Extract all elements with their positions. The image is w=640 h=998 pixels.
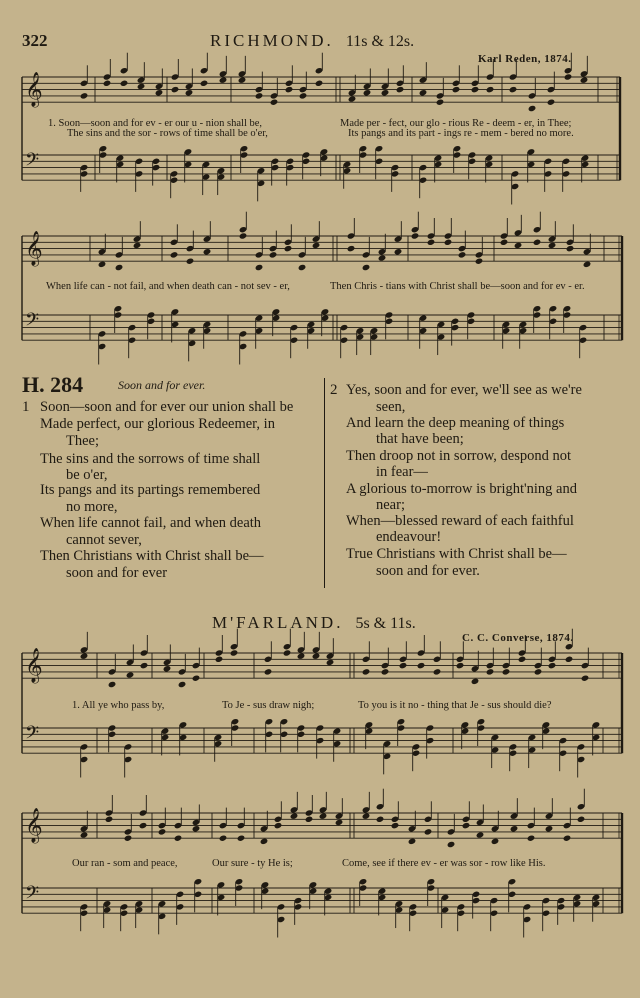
svg-text:𝄞: 𝄞 bbox=[25, 648, 43, 683]
verse-line: endeavour! bbox=[376, 529, 442, 545]
verse-line: soon and for ever bbox=[66, 565, 168, 581]
verse-line: seen, bbox=[376, 399, 406, 415]
verse-line: Made perfect, our glorious Redeemer, in bbox=[40, 416, 275, 432]
tune-composer: C. C. Converse, 1874. bbox=[462, 632, 574, 644]
lyric-line: To you is it no - thing that Je - sus should die? bbox=[358, 700, 552, 711]
verse-line: cannot sever, bbox=[66, 532, 142, 548]
tune-meter: 5s & 11s. bbox=[355, 615, 416, 632]
lyric-line: Made per - fect, our glo - rious Re - deem - er, in Thee; bbox=[340, 118, 572, 129]
svg-text:𝄢: 𝄢 bbox=[25, 150, 40, 175]
verse-line: Soon—soon and for ever our union shall be bbox=[40, 399, 294, 415]
svg-text:𝄢: 𝄢 bbox=[25, 310, 40, 335]
hymn-subtitle: Soon and for ever. bbox=[118, 378, 206, 392]
verse-line: The sins and the sorrows of time shall bbox=[40, 451, 261, 467]
lyric-line: Our sure - ty He is; bbox=[212, 858, 293, 869]
verse-line: in fear— bbox=[376, 464, 428, 480]
lyric-line: Come, see if there ev - er was sor - row like His. bbox=[342, 858, 546, 869]
verse-number: 2 bbox=[330, 382, 338, 398]
verse-line: soon and for ever. bbox=[376, 563, 480, 579]
verse-line: Then droop not in sorrow, despond not bbox=[346, 448, 571, 464]
svg-text:𝄢: 𝄢 bbox=[25, 723, 40, 748]
verse-line: True Christians with Christ shall be— bbox=[346, 546, 567, 562]
verse-line: Thee; bbox=[66, 433, 100, 449]
verse-number: 1 bbox=[22, 399, 30, 415]
tune-name: M'FARLAND. bbox=[212, 613, 344, 632]
verse-line: no more, bbox=[66, 499, 118, 515]
verse-line: that have been; bbox=[376, 431, 464, 447]
verse-line: near; bbox=[376, 497, 405, 513]
lyric-line: The sins and the sor - rows of time shall be o'er, bbox=[67, 128, 268, 139]
lyric-line: To Je - sus draw nigh; bbox=[222, 700, 315, 711]
lyric-line: 1. All ye who pass by, bbox=[72, 700, 165, 711]
svg-text:𝄞: 𝄞 bbox=[25, 72, 43, 107]
svg-text:𝄢: 𝄢 bbox=[25, 883, 40, 908]
verse-line: A glorious to-morrow is bright'ning and bbox=[346, 481, 577, 497]
tune-composer: Karl Reden, 1874. bbox=[478, 53, 572, 65]
verse-line: And learn the deep meaning of things bbox=[346, 415, 565, 431]
tune-title-mfarland bbox=[212, 613, 416, 633]
verse-line: Its pangs and its partings remembered bbox=[40, 482, 261, 498]
verse-line: Then Christians with Christ shall be— bbox=[40, 548, 264, 564]
tune-meter: 11s & 12s. bbox=[345, 33, 415, 50]
lyric-line: Its pangs and its part - ings re - mem - bered no more. bbox=[348, 128, 574, 139]
lyric-line: When life can - not fail, and when death can - not sev - er, bbox=[46, 281, 290, 292]
svg-text:𝄞: 𝄞 bbox=[25, 231, 43, 266]
verse-line: be o'er, bbox=[66, 467, 108, 483]
lyric-line: Then Chris - tians with Christ shall be—soon and for ev - er. bbox=[330, 281, 585, 292]
column-divider bbox=[324, 378, 325, 588]
svg-text:𝄞: 𝄞 bbox=[25, 808, 43, 843]
verse-line: Yes, soon and for ever, we'll see as we're bbox=[346, 382, 582, 398]
lyric-line: 1. Soon—soon and for ev - er our u - nion shall be, bbox=[48, 118, 263, 129]
verse-line: When—blessed reward of each faithful bbox=[346, 513, 574, 529]
verse-line: When life cannot fail, and when death bbox=[40, 515, 262, 531]
hymn-number: H. 284 bbox=[22, 372, 84, 397]
page-number: 322 bbox=[22, 31, 48, 50]
tune-name: RICHMOND. bbox=[210, 31, 334, 50]
lyric-line: Our ran - som and peace, bbox=[72, 858, 178, 869]
